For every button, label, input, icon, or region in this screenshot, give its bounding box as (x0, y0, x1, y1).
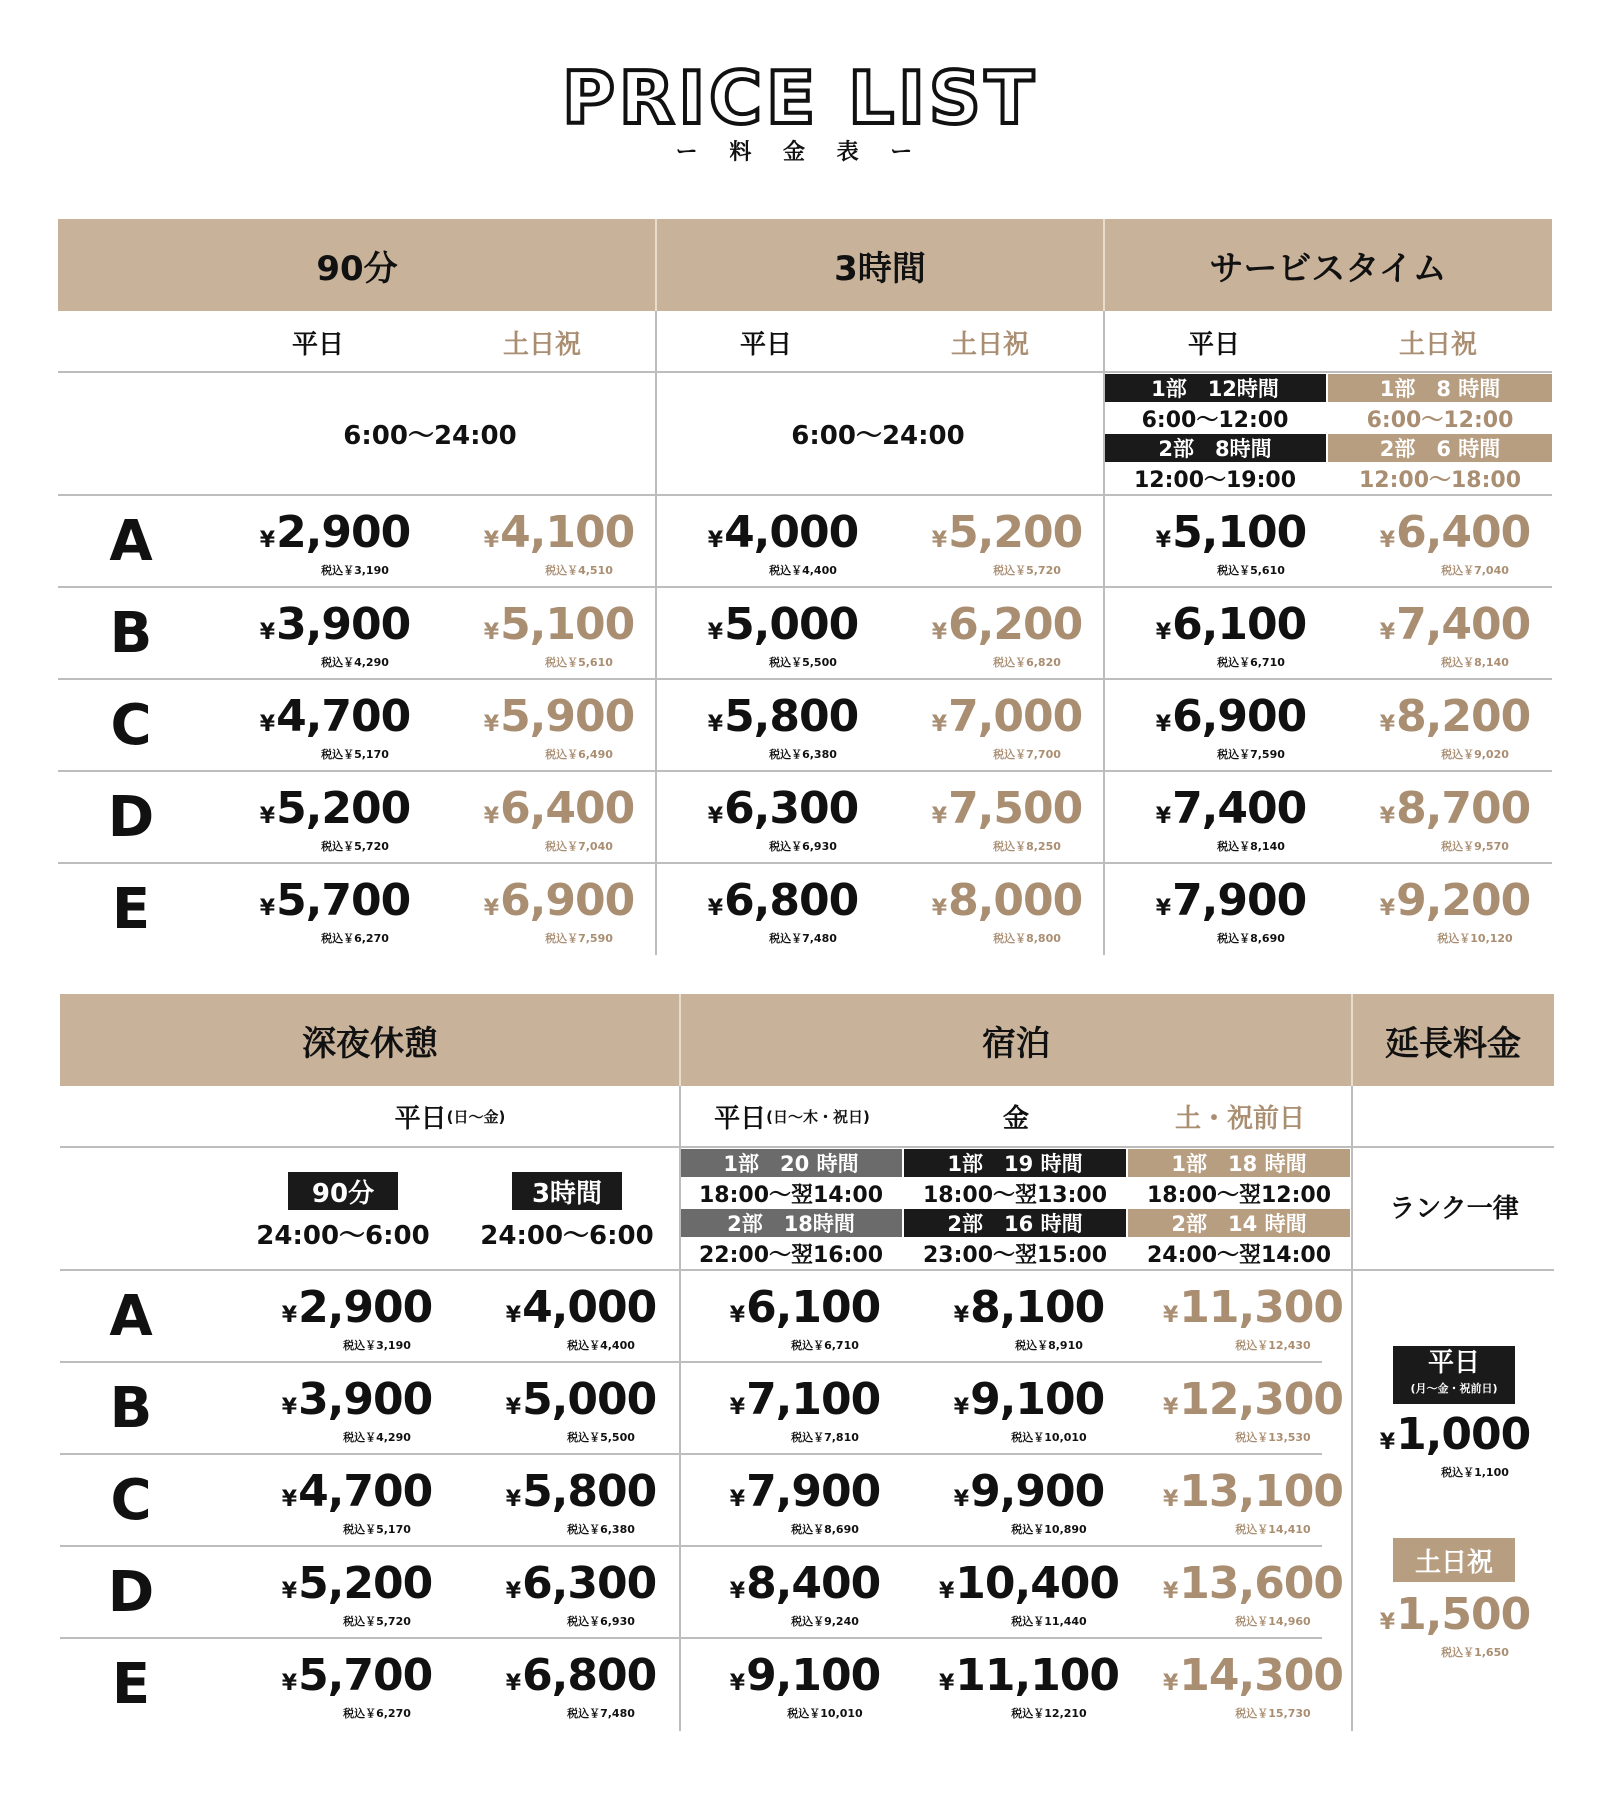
price-tax: 税込￥6,930 (567, 1615, 635, 1628)
stay-friday-part1-label: 1部 19 時間 (904, 1149, 1126, 1177)
service-weekday-part2-label: 2部 8時間 (1104, 434, 1326, 462)
price-cell (912, 783, 1102, 854)
price-amount: 7,500 (948, 783, 1083, 834)
price-tax: 税込￥3,190 (321, 564, 389, 577)
price-tax: 税込￥6,380 (769, 748, 837, 761)
price-amount: 6,200 (948, 599, 1083, 650)
page-subtitle: ー 料 金 表 ー (675, 140, 925, 165)
price-cell (1136, 783, 1326, 854)
column-header-extension: 延長料金 (1352, 994, 1554, 1086)
price-amount: 12,300 (1179, 1374, 1344, 1425)
price-amount: 5,700 (276, 875, 411, 926)
price-cell (240, 875, 430, 946)
day-label-holiday: 土日祝 (1398, 329, 1477, 360)
price-tax: 税込￥8,690 (791, 1523, 859, 1536)
stay-weekday-part1-time: 18:00〜翌14:00 (698, 1182, 884, 1208)
price-cell (1158, 1558, 1348, 1629)
price-tax: 税込￥5,500 (567, 1431, 635, 1444)
price-amount: 6,900 (1172, 691, 1307, 742)
yen-sign: ¥ (729, 1487, 745, 1512)
price-amount: 5,200 (948, 507, 1083, 558)
price-tax: 税込￥8,250 (993, 840, 1061, 853)
yen-sign: ¥ (729, 1671, 745, 1696)
price-tax: 税込￥5,170 (343, 1523, 411, 1536)
price-amount: 6,400 (500, 783, 635, 834)
price-amount: 13,100 (1179, 1466, 1344, 1517)
price-amount: 5,800 (724, 691, 859, 742)
price-tax: 税込￥7,590 (545, 932, 613, 945)
price-amount: 5,900 (500, 691, 635, 742)
yen-sign: ¥ (707, 804, 723, 829)
yen-sign: ¥ (505, 1303, 521, 1328)
service-weekday-part1-time: 6:00〜12:00 (1141, 407, 1289, 433)
price-amount: 9,900 (970, 1466, 1105, 1517)
stay-weekday-note: (日〜木・祝日) (766, 1107, 870, 1126)
price-cell (710, 1282, 900, 1353)
price-amount: 7,900 (746, 1466, 881, 1517)
column-header-service-time: サービスタイム (1104, 219, 1552, 311)
yen-sign: ¥ (707, 712, 723, 737)
price-amount: 9,100 (746, 1650, 881, 1701)
price-tax: 税込￥5,170 (321, 748, 389, 761)
service-weekday-part2-time: 12:00〜19:00 (1133, 467, 1297, 493)
price-cell (1360, 783, 1550, 854)
price-tax: 税込￥8,910 (1015, 1339, 1083, 1352)
yen-sign: ¥ (953, 1487, 969, 1512)
day-label-weekday: 平日 (739, 329, 792, 360)
yen-sign: ¥ (259, 620, 275, 645)
price-amount: 9,100 (970, 1374, 1105, 1425)
price-cell (912, 599, 1102, 670)
day-label-weekday: 平日 (1187, 329, 1240, 360)
service-holiday-part2-label: 2部 6 時間 (1328, 434, 1552, 462)
price-cell (710, 1558, 900, 1629)
price-cell (262, 1558, 452, 1629)
extension-holiday-tag: 土日祝 (1393, 1538, 1515, 1582)
price-amount: 3,900 (298, 1374, 433, 1425)
price-tax: 税込￥1,650 (1441, 1646, 1509, 1659)
price-amount: 6,300 (522, 1558, 657, 1609)
price-tax: 税込￥6,270 (343, 1707, 411, 1720)
stay-friday-part2-time: 23:00〜翌15:00 (922, 1242, 1108, 1268)
price-cell (240, 691, 430, 762)
price-amount: 6,800 (522, 1650, 657, 1701)
price-tax: 税込￥8,140 (1217, 840, 1285, 853)
late-time-90min: 24:00〜6:00 (256, 1220, 430, 1251)
stay-saturday-label: 土・祝前日 (1174, 1103, 1305, 1134)
yen-sign: ¥ (707, 528, 723, 553)
price-cell (1136, 691, 1326, 762)
price-cell (912, 691, 1102, 762)
price-amount: 7,400 (1172, 783, 1307, 834)
price-tax: 税込￥6,820 (993, 656, 1061, 669)
rank-label: C (110, 1468, 152, 1533)
column-header-90min: 90分 (58, 219, 656, 311)
yen-sign: ¥ (281, 1395, 297, 1420)
price-amount: 2,900 (298, 1282, 433, 1333)
price-cell (688, 691, 878, 762)
price-cell (240, 507, 430, 578)
price-cell (464, 783, 654, 854)
yen-sign: ¥ (931, 528, 947, 553)
hours-3hours: 6:00〜24:00 (791, 420, 965, 451)
price-tax: 税込￥10,010 (787, 1707, 863, 1720)
yen-sign: ¥ (1379, 620, 1395, 645)
price-tax: 税込￥4,290 (343, 1431, 411, 1444)
price-tax: 税込￥5,610 (1217, 564, 1285, 577)
price-tax: 税込￥6,380 (567, 1523, 635, 1536)
stay-saturday-part1-label: 1部 18 時間 (1128, 1149, 1350, 1177)
late-time-3hours: 24:00〜6:00 (480, 1220, 654, 1251)
price-amount: 7,400 (1396, 599, 1531, 650)
price-cell (912, 507, 1102, 578)
price-cell (1360, 599, 1550, 670)
price-amount: 14,300 (1179, 1650, 1344, 1701)
price-amount: 5,000 (522, 1374, 657, 1425)
price-cell (934, 1650, 1124, 1721)
price-cell (464, 507, 654, 578)
yen-sign: ¥ (505, 1487, 521, 1512)
price-tax: 税込￥11,440 (1011, 1615, 1087, 1628)
price-tax: 税込￥7,590 (1217, 748, 1285, 761)
yen-sign: ¥ (281, 1579, 297, 1604)
price-amount: 1,000 (1396, 1409, 1531, 1460)
price-cell (1360, 507, 1550, 578)
price-cell (240, 783, 430, 854)
price-tax: 税込￥10,890 (1011, 1523, 1087, 1536)
price-tax: 税込￥12,210 (1011, 1707, 1087, 1720)
rank-label: E (111, 1652, 151, 1717)
yen-sign: ¥ (953, 1303, 969, 1328)
price-amount: 4,100 (500, 507, 635, 558)
yen-sign: ¥ (1162, 1395, 1178, 1420)
price-tax: 税込￥4,510 (545, 564, 613, 577)
price-amount: 6,400 (1396, 507, 1531, 558)
price-cell (464, 875, 654, 946)
price-amount: 3,900 (276, 599, 411, 650)
yen-sign: ¥ (259, 804, 275, 829)
price-amount: 4,700 (298, 1466, 433, 1517)
price-tax: 税込￥10,120 (1437, 932, 1513, 945)
price-tax: 税込￥7,040 (1441, 564, 1509, 577)
price-tax: 税込￥6,490 (545, 748, 613, 761)
price-tax: 税込￥5,720 (993, 564, 1061, 577)
price-tax: 税込￥10,010 (1011, 1431, 1087, 1444)
rank-label: B (109, 1376, 153, 1441)
price-tax: 税込￥14,960 (1235, 1615, 1311, 1628)
extension-weekday-label: 平日 (1427, 1348, 1480, 1378)
yen-sign: ¥ (1162, 1303, 1178, 1328)
price-tax: 税込￥7,810 (791, 1431, 859, 1444)
yen-sign: ¥ (483, 896, 499, 921)
price-amount: 4,700 (276, 691, 411, 742)
price-amount: 13,600 (1179, 1558, 1344, 1609)
price-amount: 8,700 (1396, 783, 1531, 834)
price-cell (1136, 507, 1326, 578)
price-tax: 税込￥15,730 (1235, 1707, 1311, 1720)
yen-sign: ¥ (505, 1395, 521, 1420)
price-tax: 税込￥3,190 (343, 1339, 411, 1352)
yen-sign: ¥ (1379, 1430, 1395, 1455)
yen-sign: ¥ (707, 896, 723, 921)
service-holiday-part1-time: 6:00〜12:00 (1366, 407, 1514, 433)
extension-weekday-price (1360, 1409, 1550, 1480)
price-cell (1158, 1374, 1348, 1445)
price-tax: 税込￥6,930 (769, 840, 837, 853)
price-tax: 税込￥7,480 (769, 932, 837, 945)
price-cell (1158, 1650, 1348, 1721)
yen-sign: ¥ (1155, 804, 1171, 829)
yen-sign: ¥ (281, 1487, 297, 1512)
late-tag-90min: 90分 (288, 1172, 398, 1210)
price-cell (688, 507, 878, 578)
price-cell (688, 783, 878, 854)
price-amount: 7,000 (948, 691, 1083, 742)
stay-weekday-label (680, 1096, 904, 1136)
price-tax: 税込￥5,720 (343, 1615, 411, 1628)
price-tax: 税込￥5,610 (545, 656, 613, 669)
price-cell (1360, 691, 1550, 762)
service-weekday-part1-label: 1部 12時間 (1104, 374, 1326, 402)
price-amount: 1,500 (1396, 1589, 1531, 1640)
price-tax: 税込￥5,720 (321, 840, 389, 853)
stay-saturday-part1-time: 18:00〜翌12:00 (1146, 1182, 1332, 1208)
stay-friday-part1-time: 18:00〜翌13:00 (922, 1182, 1108, 1208)
price-tax: 税込￥7,700 (993, 748, 1061, 761)
price-cell (1158, 1282, 1348, 1353)
price-amount: 8,000 (948, 875, 1083, 926)
rank-label: E (111, 877, 151, 942)
yen-sign: ¥ (1379, 804, 1395, 829)
price-cell (934, 1374, 1124, 1445)
rank-label: C (110, 693, 152, 758)
extension-holiday-price (1360, 1589, 1550, 1660)
price-cell (710, 1374, 900, 1445)
price-amount: 5,100 (500, 599, 635, 650)
price-cell (688, 599, 878, 670)
stay-weekday-part2-label: 2部 18時間 (680, 1209, 902, 1237)
yen-sign: ¥ (1379, 528, 1395, 553)
price-cell (486, 1650, 676, 1721)
yen-sign: ¥ (259, 528, 275, 553)
yen-sign: ¥ (259, 712, 275, 737)
price-cell (486, 1558, 676, 1629)
price-amount: 8,100 (970, 1282, 1105, 1333)
price-tax: 税込￥8,800 (993, 932, 1061, 945)
price-cell (688, 875, 878, 946)
late-tag-3hours: 3時間 (512, 1172, 622, 1210)
price-amount: 5,000 (724, 599, 859, 650)
yen-sign: ¥ (281, 1303, 297, 1328)
rank-label: B (109, 601, 153, 666)
yen-sign: ¥ (1379, 1610, 1395, 1635)
column-header-late-night: 深夜休憩 (60, 994, 680, 1086)
day-label-holiday: 土日祝 (950, 329, 1029, 360)
price-tax: 税込￥9,020 (1441, 748, 1509, 761)
yen-sign: ¥ (1155, 896, 1171, 921)
price-cell (262, 1650, 452, 1721)
stay-weekday-part1-label: 1部 20 時間 (680, 1149, 902, 1177)
price-tax: 税込￥1,100 (1441, 1466, 1509, 1479)
yen-sign: ¥ (931, 712, 947, 737)
yen-sign: ¥ (931, 620, 947, 645)
service-holiday-part2-time: 12:00〜18:00 (1358, 467, 1522, 493)
price-amount: 5,200 (276, 783, 411, 834)
price-tax: 税込￥12,430 (1235, 1339, 1311, 1352)
price-cell (262, 1282, 452, 1353)
price-tax: 税込￥4,400 (567, 1339, 635, 1352)
price-cell (240, 599, 430, 670)
yen-sign: ¥ (1162, 1671, 1178, 1696)
extension-weekday-tag (1393, 1346, 1515, 1404)
hours-90min: 6:00〜24:00 (343, 420, 517, 451)
day-label-holiday: 土日祝 (502, 329, 581, 360)
yen-sign: ¥ (953, 1395, 969, 1420)
price-tax: 税込￥9,570 (1441, 840, 1509, 853)
yen-sign: ¥ (483, 528, 499, 553)
price-amount: 7,100 (746, 1374, 881, 1425)
price-amount: 10,400 (955, 1558, 1120, 1609)
yen-sign: ¥ (1379, 896, 1395, 921)
yen-sign: ¥ (938, 1671, 954, 1696)
service-holiday-part1-label: 1部 8 時間 (1328, 374, 1552, 402)
stay-weekday: 平日 (714, 1103, 767, 1134)
yen-sign: ¥ (505, 1579, 521, 1604)
yen-sign: ¥ (1155, 528, 1171, 553)
price-tax: 税込￥13,530 (1235, 1431, 1311, 1444)
price-amount: 11,300 (1179, 1282, 1344, 1333)
yen-sign: ¥ (938, 1579, 954, 1604)
price-amount: 8,200 (1396, 691, 1531, 742)
price-amount: 7,900 (1172, 875, 1307, 926)
price-amount: 5,100 (1172, 507, 1307, 558)
stay-saturday-part2-time: 24:00〜翌14:00 (1146, 1242, 1332, 1268)
price-tax: 税込￥6,710 (1217, 656, 1285, 669)
price-tax: 税込￥4,290 (321, 656, 389, 669)
late-day-label (240, 1096, 660, 1136)
price-amount: 6,100 (746, 1282, 881, 1333)
rank-label: A (109, 509, 153, 574)
stay-weekday-part2-time: 22:00〜翌16:00 (698, 1242, 884, 1268)
yen-sign: ¥ (1162, 1487, 1178, 1512)
yen-sign: ¥ (931, 896, 947, 921)
price-cell (710, 1466, 900, 1537)
yen-sign: ¥ (729, 1579, 745, 1604)
price-cell (1360, 875, 1550, 946)
price-amount: 4,000 (724, 507, 859, 558)
yen-sign: ¥ (1162, 1579, 1178, 1604)
yen-sign: ¥ (259, 896, 275, 921)
yen-sign: ¥ (281, 1671, 297, 1696)
price-amount: 2,900 (276, 507, 411, 558)
price-cell (1158, 1466, 1348, 1537)
price-cell (1136, 875, 1326, 946)
price-amount: 11,100 (955, 1650, 1120, 1701)
price-tax: 税込￥7,480 (567, 1707, 635, 1720)
price-amount: 6,300 (724, 783, 859, 834)
price-amount: 5,700 (298, 1650, 433, 1701)
yen-sign: ¥ (707, 620, 723, 645)
late-day-note: (日〜金) (446, 1107, 506, 1126)
price-tax: 税込￥9,240 (791, 1615, 859, 1628)
price-cell (1136, 599, 1326, 670)
price-cell (710, 1650, 900, 1721)
yen-sign: ¥ (483, 620, 499, 645)
yen-sign: ¥ (483, 804, 499, 829)
yen-sign: ¥ (931, 804, 947, 829)
price-cell (934, 1558, 1124, 1629)
price-tax: 税込￥5,500 (769, 656, 837, 669)
extension-note: ランク一律 (1389, 1193, 1519, 1224)
rank-label: A (109, 1284, 153, 1349)
stay-saturday-part2-label: 2部 14 時間 (1128, 1209, 1350, 1237)
price-amount: 6,900 (500, 875, 635, 926)
price-cell (262, 1466, 452, 1537)
column-header-3hours: 3時間 (656, 219, 1104, 311)
column-header-stay: 宿泊 (680, 994, 1352, 1086)
price-cell (262, 1374, 452, 1445)
price-tax: 税込￥8,690 (1217, 932, 1285, 945)
rank-label: D (107, 1560, 155, 1625)
price-amount: 5,800 (522, 1466, 657, 1517)
price-amount: 6,800 (724, 875, 859, 926)
price-tax: 税込￥14,410 (1235, 1523, 1311, 1536)
price-amount: 9,200 (1396, 875, 1531, 926)
price-tax: 税込￥7,040 (545, 840, 613, 853)
yen-sign: ¥ (1155, 712, 1171, 737)
price-amount: 8,400 (746, 1558, 881, 1609)
price-cell (934, 1282, 1124, 1353)
price-cell (486, 1374, 676, 1445)
price-cell (464, 691, 654, 762)
yen-sign: ¥ (729, 1303, 745, 1328)
rank-label: D (107, 785, 155, 850)
yen-sign: ¥ (483, 712, 499, 737)
price-cell (486, 1282, 676, 1353)
price-cell (464, 599, 654, 670)
price-cell (486, 1466, 676, 1537)
yen-sign: ¥ (729, 1395, 745, 1420)
price-tax: 税込￥6,270 (321, 932, 389, 945)
day-label-weekday: 平日 (291, 329, 344, 360)
stay-friday-part2-label: 2部 16 時間 (904, 1209, 1126, 1237)
late-day-weekday: 平日 (394, 1103, 447, 1134)
extension-weekday-note: (月〜金・祝前日) (1410, 1382, 1498, 1395)
price-tax: 税込￥8,140 (1441, 656, 1509, 669)
page-title: PRICE LIST (562, 56, 1038, 140)
yen-sign: ¥ (505, 1671, 521, 1696)
yen-sign: ¥ (1155, 620, 1171, 645)
stay-friday-label: 金 (1002, 1103, 1029, 1134)
price-amount: 5,200 (298, 1558, 433, 1609)
yen-sign: ¥ (1379, 712, 1395, 737)
price-cell (912, 875, 1102, 946)
price-amount: 6,100 (1172, 599, 1307, 650)
price-tax: 税込￥4,400 (769, 564, 837, 577)
price-tax: 税込￥6,710 (791, 1339, 859, 1352)
price-amount: 4,000 (522, 1282, 657, 1333)
price-cell (934, 1466, 1124, 1537)
